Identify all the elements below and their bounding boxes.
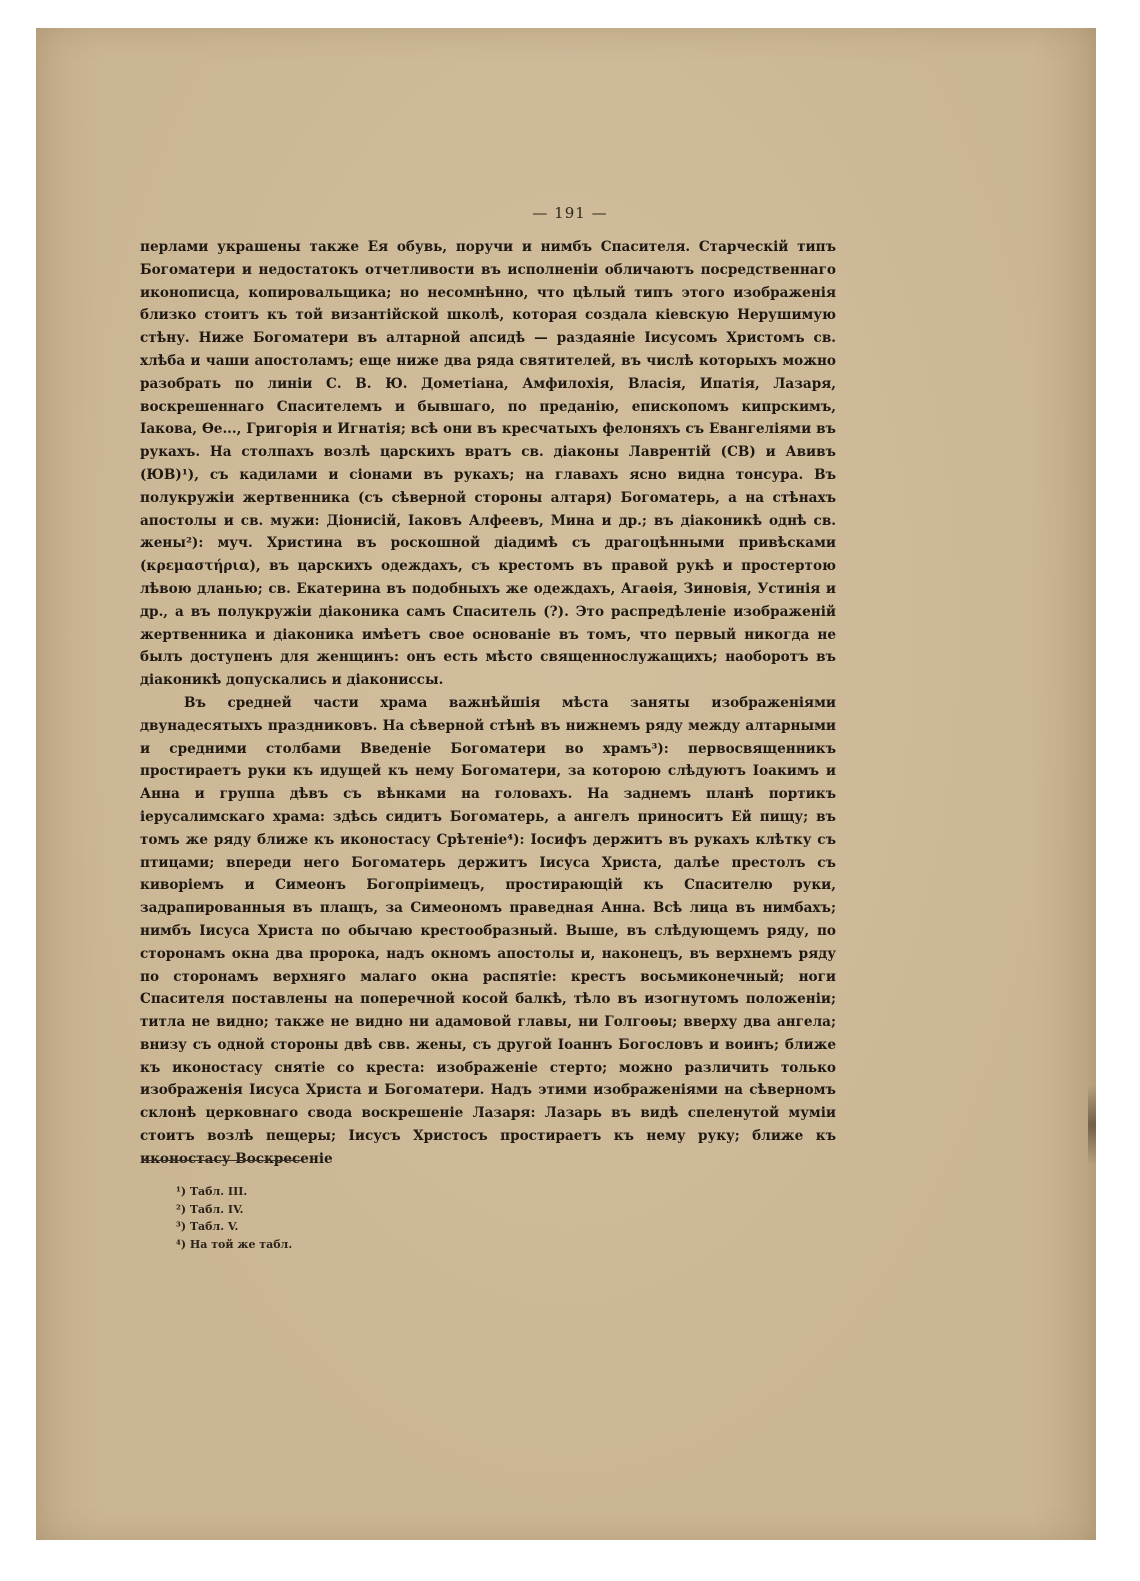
- body-text: [140, 236, 836, 1171]
- footnote-3: ³) Табл. V.: [176, 1220, 239, 1233]
- footnote-2: ²) Табл. IV.: [176, 1202, 244, 1216]
- page-number: — 191 —: [532, 204, 608, 222]
- paragraph-2: Въ средней части храма важнѣйшія мѣста заняты изображеніями двунадесятыхъ праздниковъ. На сѣверной стѣнѣ въ нижнемъ ряду между алтарными и средними столбами Введеніе Богоматери во храмъ³): первосвященникъ простираетъ руки къ идущей къ нему Богоматери, за которою слѣдуютъ Іоакимъ и Анна и группа дѣвъ съ вѣнками на головахъ. На заднемъ планѣ портикъ іерусалимскаго храма: здѣсь сидитъ Богоматерь, а ангелъ приноситъ Ей пищу; въ томъ же ряду ближе къ иконостасу Срѣтеніе⁴): Іосифъ держитъ въ рукахъ клѣтку съ птицами; впереди него Богоматерь держитъ Іисуса Христа, далѣе престолъ съ киворіемъ и Симеонъ Богопріимецъ, простирающій къ Спасителю руки, задрапированныя въ плащъ, за Симеономъ праведная Анна. Всѣ лица въ нимбахъ; нимбъ Іисуса Христа по обычаю крестообразный. Выше, въ слѣдующемъ ряду, по сторонамъ окна два пророка, надъ окномъ апостолы и, наконецъ, въ верхнемъ ряду по сторонамъ верхняго малаго окна распятіе: крестъ восьмиконечный; ноги Спасителя поставлены на поперечной косой балкѣ, тѣло въ изогнутомъ положеніи; титла не видно; также не видно ни адамовой главы, ни Голгоѳы; вверху два ангела; внизу съ одной стороны двѣ свв. жены, съ другой Іоаннъ Богословъ и воинъ; ближе къ иконостасу снятіе со креста: изображеніе стерто; можно различить только изображенія Іисуса Христа и Богоматери. Надъ этими изображеніями на сѣверномъ склонѣ церковнаго свода воскрешеніе Лазаря: Лазарь въ видѣ спеленутой муміи стоитъ возлѣ пещеры; Іисусъ Христосъ простираетъ къ нему руку; ближе къ иконостасу Воскресеніе: [140, 694, 836, 1167]
- footnotes: [176, 1183, 292, 1253]
- footnote-4: ⁴) На той же табл.: [176, 1237, 293, 1251]
- page-edge-stain: [1088, 1085, 1096, 1165]
- footnote-1: ¹) Табл. III.: [176, 1185, 248, 1198]
- footnote-divider: [142, 1160, 302, 1161]
- paragraph-1: перлами украшены также Ея обувь, поручи и нимбъ Спасителя. Старческій типъ Богоматери и недостатокъ отчетливости въ исполненіи обличаютъ посредственнаго иконописца, копировальщика; но несомнѣнно, что цѣлый типъ этого изображенія близко стоитъ къ той византійской школѣ, которая создала кіевскую Нерушимую стѣну. Ниже Богоматери въ алтарной апсидѣ — раздаяніе Іисусомъ Христомъ св. хлѣба и чаши апостоламъ; еще ниже два ряда святителей, въ числѣ которыхъ можно разобрать по линіи С. В. Ю. Дометіана, Амфилохія, Власія, Ипатія, Лазаря, воскрешеннаго Спасителемъ и бывшаго, по преданію, епископомъ кипрскимъ, Іакова, Ѳе..., Григорія и Игнатія; всѣ они въ кресчатыхъ фелоняхъ съ Евангеліями въ рукахъ. На столпахъ возлѣ царскихъ вратъ св. діаконы Лаврентій (СВ) и Авивъ (ЮВ)¹), съ кадилами и сіонами въ рукахъ; на главахъ ясно видна тонсура. Въ полукружіи жертвенника (съ сѣверной стороны алтаря) Богоматерь, а на стѣнахъ апостолы и св. мужи: Діонисій, Іаковъ Алфеевъ, Мина и др.; въ діаконикѣ однѣ св. жены²): муч. Христина въ роскошной діадимѣ съ драгоцѣнными привѣсками (κρεμαστήρια), въ царскихъ одеждахъ, съ крестомъ въ правой рукѣ и простертою лѣвою дланью; св. Екатерина въ подобныхъ же одеждахъ, Агаѳія, Зиновія, Устинія и др., а въ полукружіи діаконика самъ Спаситель (?). Это распредѣленіе изображеній жертвенника и діаконика имѣетъ свое основаніе въ томъ, что первый никогда не былъ доступенъ для женщинъ: онъ есть мѣсто священнослужащихъ; наоборотъ въ діаконикѣ допускались и діакониссы.: [140, 239, 836, 689]
